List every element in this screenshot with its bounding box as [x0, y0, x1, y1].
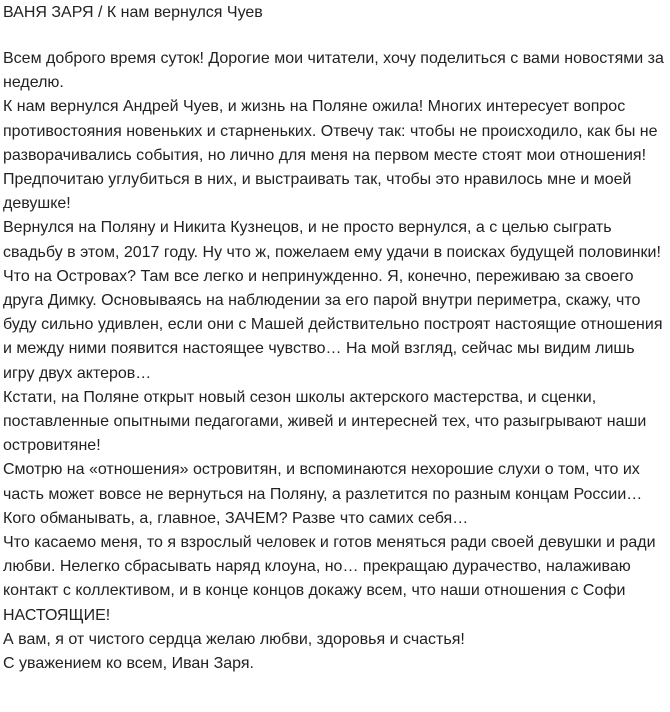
paragraph-wishes: А вам, я от чистого сердца желаю любви, здоровья и счастья!	[3, 630, 465, 648]
paragraph-rumors: Смотрю на «отношения» островитян, и вспоминаются нехорошие слухи о том, что их часть может вовсе не вернуться на Поляну, а разлетится по разным концам России… Кого обманывать, а, главное, ЗАЧЕМ? Разве что самих себя…	[3, 461, 643, 527]
article-title: ВАНЯ ЗАРЯ / К нам вернулся Чуев	[3, 4, 263, 21]
paragraph-chuev-return: К нам вернулся Андрей Чуев, и жизнь на Поляне ожила! Многих интересует вопрос противостояния новеньких и старненьких. Отвечу так: чтобы не происходило, как бы не разворачивались события, но лично для меня на первом месте стоят мои отношения! Предпочитаю углубиться в них, и выстраивать так, чтобы это нравилось мне и моей девушке!	[3, 98, 658, 213]
paragraph-about-me: Что касаемо меня, то я взрослый человек и готов меняться ради своей девушки и ради любви. Нелегко сбрасывать наряд клоуна, но… прекращаю дурачество, налаживаю контакт с коллективом, и в конце концов докажу всем, что наши отношения с Софи НАСТОЯЩИЕ!	[3, 534, 656, 624]
paragraph-acting-school: Кстати, на Поляне открыт новый сезон школы актерского мастерства, и сценки, поставленные опытными педагогами, живей и интересней тех, что разыгрывают наши островитяне!	[3, 388, 647, 455]
paragraph-greeting: Всем доброго время суток! Дорогие мои читатели, хочу поделиться с вами новостями за неделю.	[3, 50, 664, 92]
article-body	[3, 47, 664, 676]
paragraph-signature: С уважением ко всем, Иван Заря.	[3, 655, 254, 673]
paragraph-islands: Что на Островах? Там все легко и непринужденно. Я, конечно, переживаю за своего друга Димку. Основываясь на наблюдении за его парой внутри периметра, скажу, что буду сильно удивлен, если они с Машей действительно построят настоящие отношения и между ними появится настоящее чувство… На мой взгляд, сейчас мы видим лишь игру двух актеров…	[3, 267, 663, 382]
paragraph-kuznetsov: Вернулся на Поляну и Никита Кузнецов, и не просто вернулся, а с целью сыграть свадьбу в этом, 2017 году. Ну что ж, пожелаем ему удачи в поисках будущей половинки!	[3, 219, 661, 261]
